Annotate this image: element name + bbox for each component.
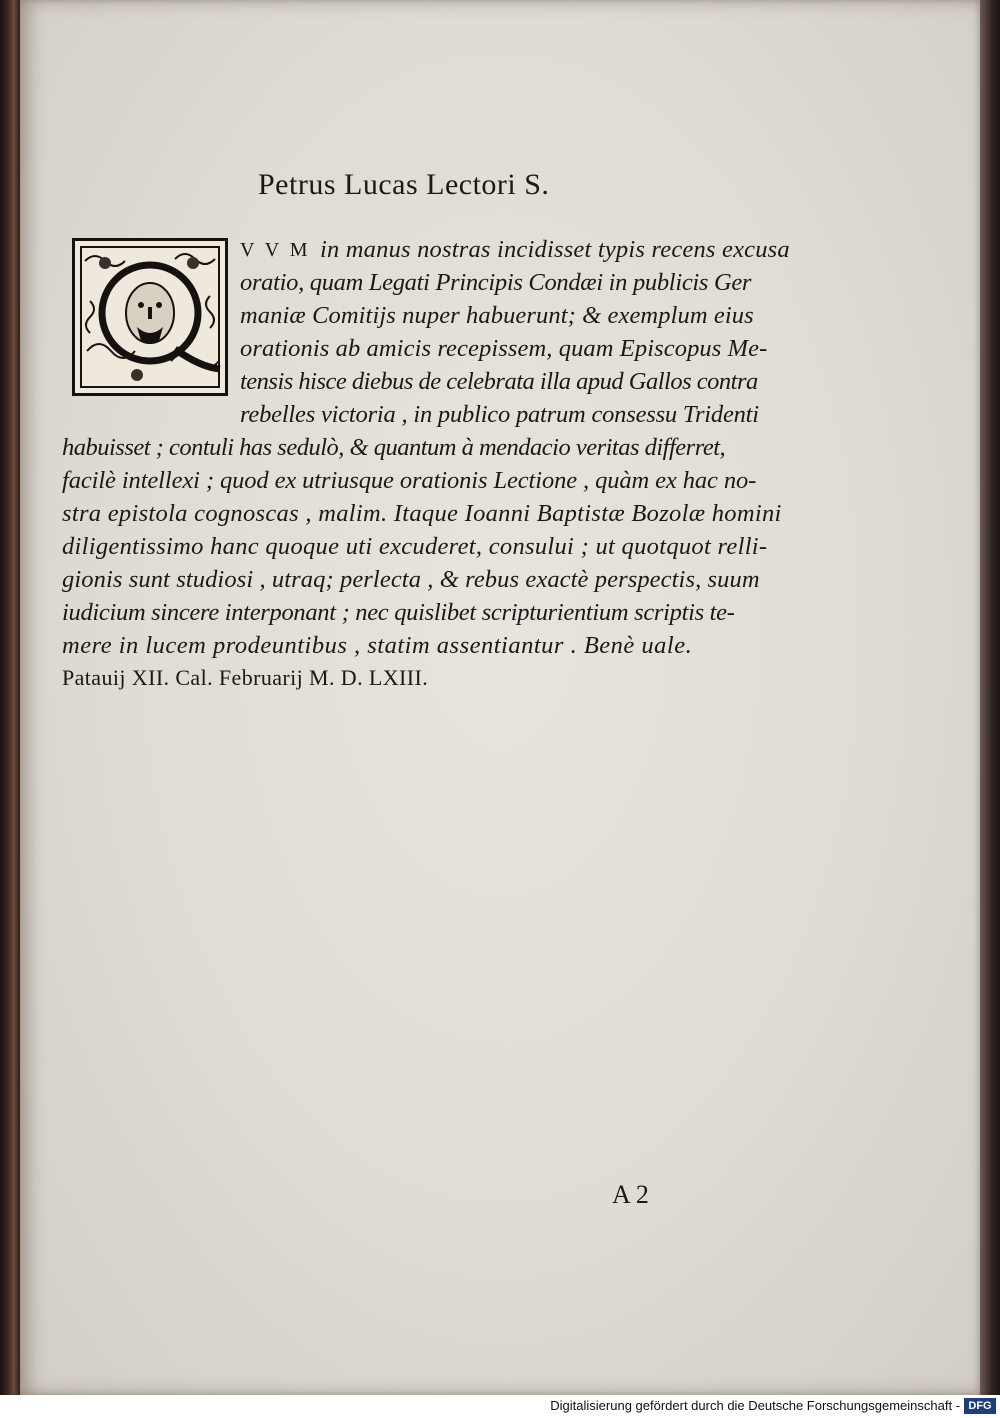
text-line: gionis sunt studiosi , utraq; perlecta , & rebus exactè perspectis, suum xyxy=(62,566,760,593)
decorated-initial-q xyxy=(72,238,228,396)
text-line: diligentissimo hanc quoque uti excuderet, consului ; ut quotquot relli- xyxy=(62,533,768,560)
book-spine xyxy=(0,0,20,1395)
text-line: maniæ Comitijs nuper habuerunt; & exemplum eius xyxy=(240,302,754,329)
text-line: stra epistola cognoscas , malim. Itaque Ioanni Baptistæ Bozolæ homini xyxy=(62,500,782,527)
footer-credit: Digitalisierung gefördert durch die Deutsche Forschungsgemeinschaft - xyxy=(550,1398,960,1413)
page-scan xyxy=(20,0,980,1395)
opening-word: V V M xyxy=(240,239,311,261)
text-line: oratio, quam Legati Principis Condæi in publicis Ger xyxy=(240,269,752,296)
text-line: iudicium sincere interponant ; nec quislibet scripturientium scriptis te- xyxy=(62,599,735,626)
text-line: mere in lucem prodeuntibus , statim assentiantur . Benè uale. xyxy=(62,632,693,659)
dfg-logo-icon: DFG xyxy=(964,1398,996,1414)
page-edge xyxy=(980,0,1000,1395)
page-heading: Petrus Lucas Lectori S. xyxy=(258,168,550,201)
text-line: orationis ab amicis recepissem, quam Episcopus Me- xyxy=(240,335,768,362)
text-line: in manus nostras incidisset typis recens excusa xyxy=(320,236,790,263)
text-line: habuisset ; contuli has sedulò, & quantum à mendacio veritas differret, xyxy=(62,434,726,461)
text-line: facilè intellexi ; quod ex utriusque orationis Lectione , quàm ex hac no- xyxy=(62,467,757,494)
woodcut-initial-icon xyxy=(75,241,225,393)
dateline: Patauij XII. Cal. Februarij M. D. LXIII. xyxy=(62,665,429,690)
text-line: rebelles victoria , in publico patrum consessu Tridenti xyxy=(240,401,759,428)
text-line: tensis hisce diebus de celebrata illa apud Gallos contra xyxy=(240,368,758,395)
signature-mark: A 2 xyxy=(612,1180,649,1209)
footer-bar xyxy=(0,1395,1000,1418)
